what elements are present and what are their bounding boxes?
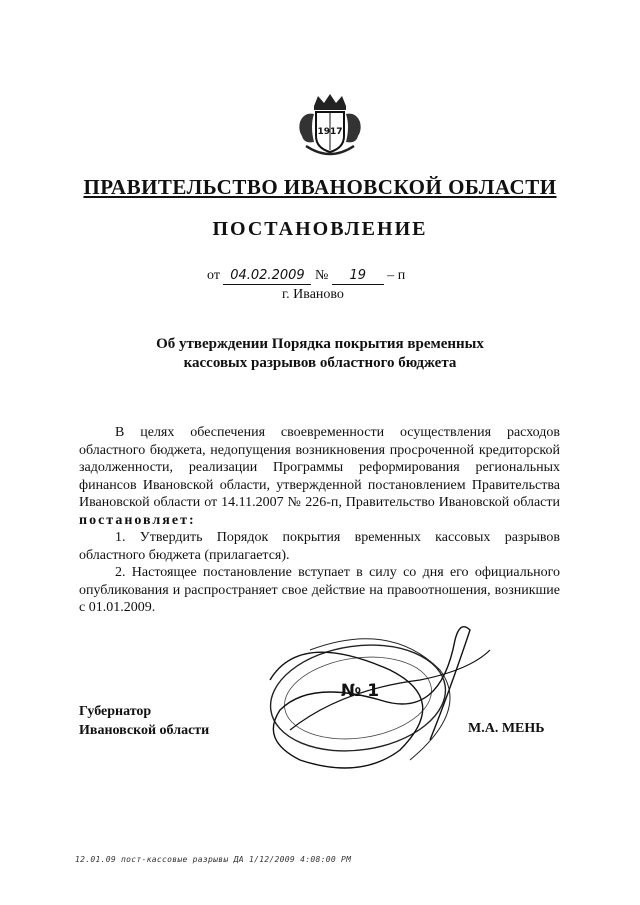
- intro-text: В целях обеспечения своевременности осуществления расходов областного бюджета, недопущения возникновения просроченной кредиторской задолженности, реализации Программы реформирования региональных финансов Ивановской области, утвержденной постановлением Правительства Ивановской области от 14.11.2007 № 226-п, Правительство Ивановской области: [79, 425, 560, 510]
- government-title: ПРАВИТЕЛЬСТВО ИВАНОВСКОЙ ОБЛАСТИ: [83, 175, 557, 199]
- document-body: [79, 424, 560, 617]
- intro-paragraph: [79, 424, 560, 529]
- signer-title-line: Ивановской области: [79, 723, 210, 738]
- decree-word: постановляет:: [79, 512, 196, 528]
- number-suffix: – п: [387, 268, 406, 283]
- document-date: 04.02.2009: [223, 268, 311, 285]
- city: г. Иваново: [282, 287, 344, 302]
- signature-and-stamp: [240, 610, 500, 800]
- coat-of-arms-icon: [296, 92, 364, 160]
- subject-line: Об утверждении Порядка покрытия временных: [156, 336, 484, 352]
- signer-name: М.А. МЕНЬ: [468, 721, 545, 736]
- subject-line: кассовых разрывов областного бюджета: [183, 355, 457, 371]
- document-number: 19: [332, 268, 384, 285]
- document-type: ПОСТАНОВЛЕНИЕ: [212, 218, 428, 240]
- signer-title: [79, 702, 209, 740]
- file-footer: 12.01.09 пост-кассовые разрывы ДА 1/12/2009 4:08:00 PM: [75, 855, 352, 864]
- item-2: 2. Настоящее постановление вступает в силу со дня его официального опубликования и распространяет свое действие на правоотношения, возникшие с 01.01.2009.: [79, 565, 560, 615]
- signer-title-line: Губернатор: [79, 704, 152, 719]
- document-subject: [110, 335, 530, 373]
- stamp-number: № 1: [340, 681, 380, 701]
- svg-text:1917: 1917: [317, 127, 343, 137]
- item-1: 1. Утвердить Порядок покрытия временных кассовых разрывов областного бюджета (прилагается).: [79, 530, 560, 563]
- number-prefix: №: [314, 268, 329, 283]
- date-prefix: от: [207, 268, 220, 283]
- document-meta: [207, 268, 405, 285]
